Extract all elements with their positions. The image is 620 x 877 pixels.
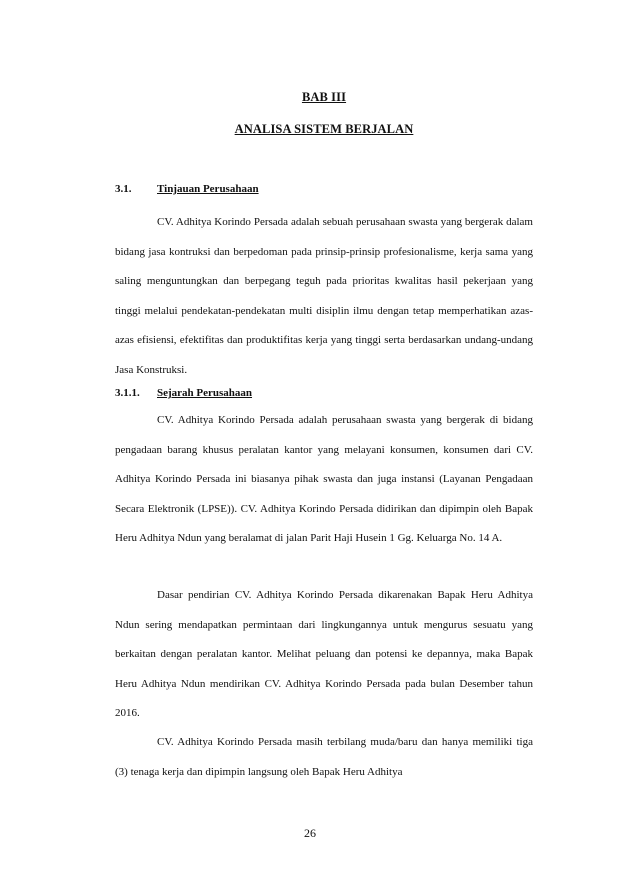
paragraph-workforce: CV. Adhitya Korindo Persada masih terbilang muda/baru dan hanya memiliki tiga (3) tenaga kerja dan dipimpin langsung oleh Bapak Heru Adhitya <box>115 736 533 778</box>
chapter-label: BAB III <box>301 90 347 104</box>
paragraph-company-overview: CV. Adhitya Korindo Persada adalah sebuah perusahaan swasta yang bergerak dalam bidang jasa kontruksi dan berpedoman pada prinsip-prinsip profesionalisme, kerja sama yang saling menguntungkan dan berpegang teguh pada prioritas kwalitas hasil pekerjaan yang tinggi melalui pendekatan-pendekatan multi disiplin ilmu dengan tetap memperhatikan azas-azas efisiensi, efektifitas dan produktifitas kerja yang tinggi serta berdasarkan undang-undang Jasa Konstruksi. <box>115 216 533 376</box>
section-heading-3-1 <box>115 183 533 195</box>
page-number: 26 <box>304 826 316 840</box>
section-number: 3.1.1. <box>115 387 140 399</box>
paragraph-founding-basis: Dasar pendirian CV. Adhitya Korindo Persada dikarenakan Bapak Heru Adhitya Ndun sering mendapatkan permintaan dari lingkungannya untuk mengurus sesuatu yang berkaitan dengan peralatan kantor. Melihat peluang dan potensi ke depannya, maka Bapak Heru Adhitya Ndun mendirikan CV. Adhitya Korindo Persada pada bulan Desember tahun 2016. <box>115 589 533 720</box>
section-title: Sejarah Perusahaan <box>157 387 253 399</box>
chapter-title: ANALISA SISTEM BERJALAN <box>234 122 414 136</box>
paragraph-company-history: CV. Adhitya Korindo Persada adalah perusahaan swasta yang bergerak di bidang pengadaan barang khusus peralatan kantor yang melayani konsumen, konsumen dari CV. Adhitya Korindo Persada ini biasanya pihak swasta dan juga instansi (Layanan Pengadaan Secara Elektronik (LPSE)). CV. Adhitya Korindo Persada didirikan dan dipimpin oleh Bapak Heru Adhitya Ndun yang beralamat di jalan Parit Haji Husein 1 Gg. Keluarga No. 14 A. <box>115 414 533 545</box>
section-title: Tinjauan Perusahaan <box>157 183 259 195</box>
section-number: 3.1. <box>115 183 132 195</box>
section-heading-3-1-1 <box>115 387 533 399</box>
